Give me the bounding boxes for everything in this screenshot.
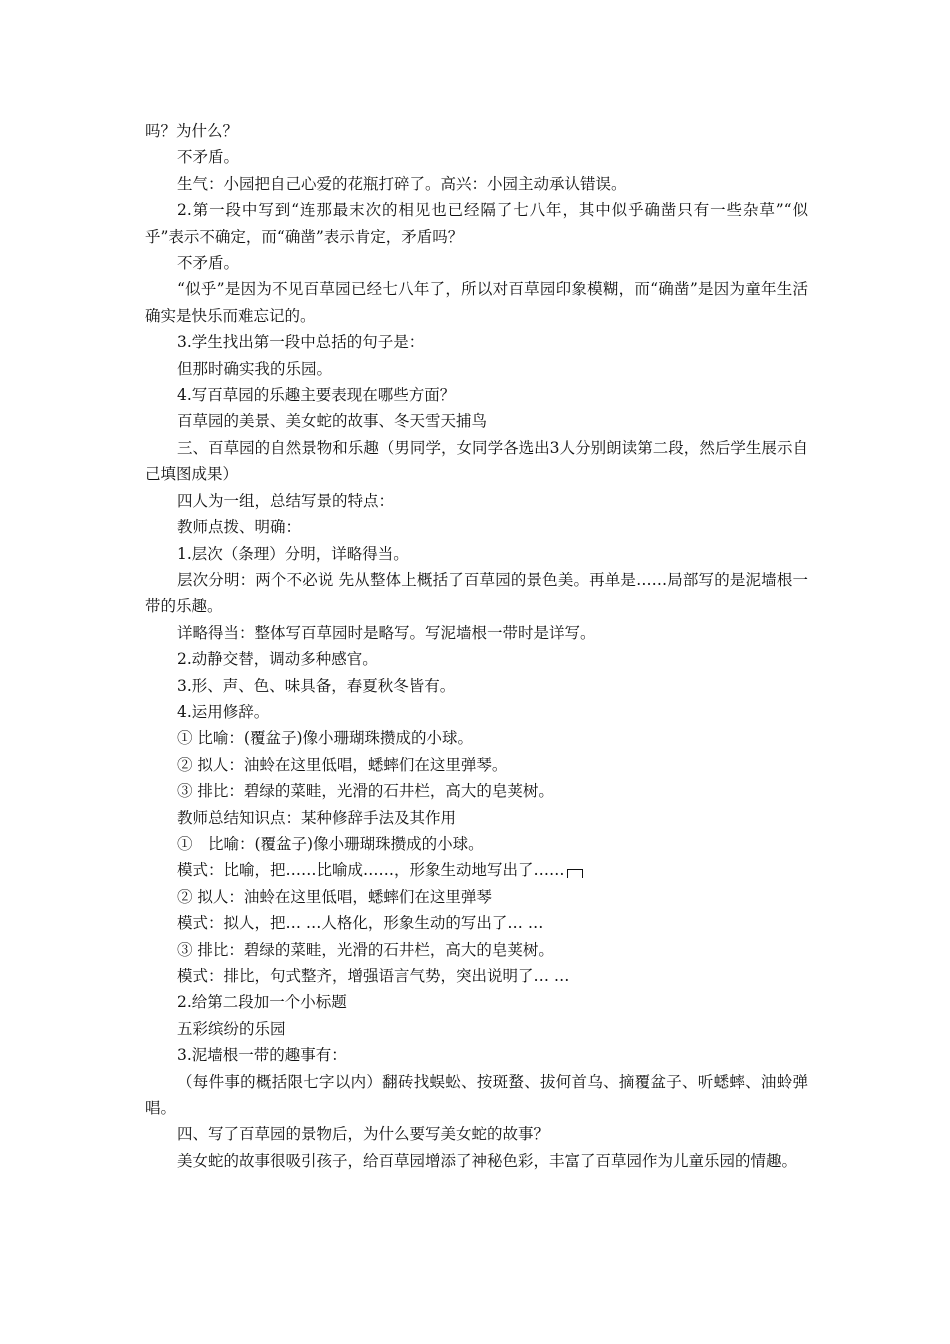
paragraph: 模式：拟人，把… …人格化，形象生动的写出了… … xyxy=(177,914,544,933)
paragraph: “似乎”是因为不见百草园已经七八年了，所以对百草园印象模糊，而“确凿”是因为童年生活确实是快乐而难忘记的。 xyxy=(145,280,808,325)
paragraph: 4.写百草园的乐趣主要表现在哪些方面？ xyxy=(177,386,456,405)
paragraph: 四人为一组，总结写景的特点： xyxy=(177,491,395,510)
edit-mark-icon xyxy=(567,869,583,878)
paragraph: ① 比喻：(覆盆子)像小珊瑚珠攒成的小球。 xyxy=(177,729,474,748)
paragraph: ② 拟人：油蛉在这里低唱，蟋蟀们在这里弹琴。 xyxy=(177,755,508,774)
paragraph: 生气：小园把自己心爱的花瓶打碎了。高兴：小园主动承认错误。 xyxy=(177,174,627,193)
paragraph: 详略得当：整体写百草园时是略写。写泥墙根一带时是详写。 xyxy=(177,623,596,642)
paragraph: 三、百草园的自然景物和乐趣（男同学，女同学各选出3人分别朗读第二段，然后学生展示自己填图成果） xyxy=(145,438,808,484)
paragraph: ③ 排比：碧绿的菜畦，光滑的石井栏，高大的皂荚树。 xyxy=(177,782,554,801)
paragraph-text: 模式：比喻，把……比喻成……，形象生动地写出了…… xyxy=(177,861,565,880)
paragraph: 美女蛇的故事很吸引孩子，给百草园增添了神秘色彩，丰富了百草园作为儿童乐园的情趣。 xyxy=(177,1151,798,1170)
paragraph: （每件事的概括限七字以内）翻砖找蜈蚣、按斑蝥、拔何首乌、摘覆盆子、听蟋蟀、油蛉弹唱。 xyxy=(145,1072,808,1118)
paragraph: 3.形、声、色、味具备，春夏秋冬皆有。 xyxy=(177,676,456,695)
paragraph: 四、写了百草园的景物后，为什么要写美女蛇的故事？ xyxy=(177,1125,550,1144)
document-page xyxy=(145,118,808,1174)
paragraph: 五彩缤纷的乐园 xyxy=(177,1019,286,1038)
paragraph: 3.泥墙根一带的趣事有： xyxy=(177,1046,347,1065)
paragraph: 2.给第二段加一个小标题 xyxy=(177,993,347,1012)
paragraph: 不矛盾。 xyxy=(177,254,240,273)
paragraph: 4.运用修辞。 xyxy=(177,702,270,721)
paragraph: 3.学生找出第一段中总括的句子是： xyxy=(177,333,425,352)
paragraph: ② 拟人：油蛉在这里低唱，蟋蟀们在这里弹琴 xyxy=(177,887,492,906)
paragraph: 教师总结知识点：某种修辞手法及其作用 xyxy=(177,808,457,827)
paragraph: 2.动静交替，调动多种感官。 xyxy=(177,650,378,669)
paragraph: 模式：排比，句式整齐，增强语言气势，突出说明了… … xyxy=(177,967,570,985)
paragraph: 但那时确实我的乐园。 xyxy=(177,359,333,378)
paragraph: 1.层次（条理）分明，详略得当。 xyxy=(177,544,409,563)
paragraph: 2.第一段中写到“连那最末次的相见也已经隔了七八年，其中似乎确凿只有一些杂草”“似乎”表示不确定，而“确凿”表示肯定，矛盾吗？ xyxy=(145,201,808,246)
paragraph: ③ 排比：碧绿的菜畦，光滑的石井栏，高大的皂荚树。 xyxy=(177,940,554,959)
paragraph: 不矛盾。 xyxy=(177,148,240,167)
paragraph: 教师点拨、明确： xyxy=(177,518,302,537)
paragraph: 层次分明：两个不必说 先从整体上概括了百草园的景色美。再单是……局部写的是泥墙根一带的乐趣。 xyxy=(145,570,808,616)
paragraph: ① 比喻：(覆盆子)像小珊瑚珠攒成的小球。 xyxy=(177,834,484,853)
paragraph: 吗？为什么？ xyxy=(145,122,239,140)
paragraph xyxy=(145,857,808,883)
paragraph: 百草园的美景、美女蛇的故事、冬天雪天捕鸟 xyxy=(177,412,488,431)
